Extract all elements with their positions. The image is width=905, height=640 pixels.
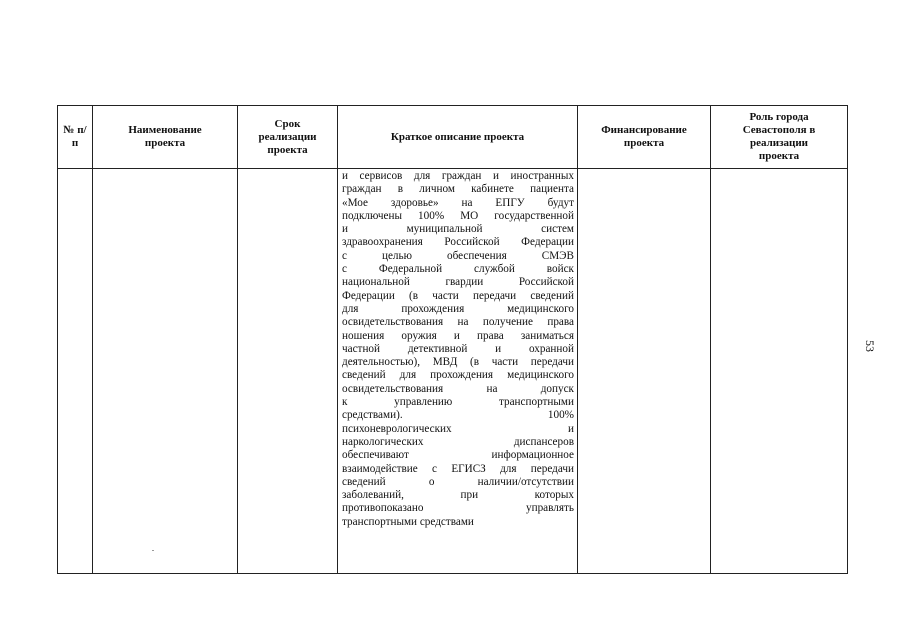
cell-project-description (338, 169, 578, 574)
description-line: взаимодействие с ЕГИСЗ для передачи (342, 462, 574, 475)
cell-financing (578, 169, 711, 574)
description-line: ношения оружия и права заниматься (342, 329, 574, 342)
description-line: освидетельствования на получение права (342, 316, 574, 329)
cell-sevastopol-role (711, 169, 848, 574)
page-number: 53 (863, 340, 877, 352)
cell-number (58, 169, 93, 574)
table-row (58, 169, 848, 574)
project-table-container (57, 105, 847, 574)
description-line: для прохождения медицинского (342, 302, 574, 315)
project-table (57, 105, 848, 574)
header-project-description: Краткое описание проекта (338, 106, 578, 169)
project-description-text (338, 169, 577, 529)
header-financing: Финансирование проекта (578, 106, 711, 169)
cell-project-name (93, 169, 238, 574)
description-line: сведений о наличии/отсутствии (342, 475, 574, 488)
scan-speck (152, 550, 154, 551)
description-line: деятельностью), МВД (в части передачи (342, 356, 574, 369)
header-sevastopol-role: Роль города Севастополя в реализации проекта (711, 106, 848, 169)
description-line: средствами). 100% (342, 409, 574, 422)
description-line: Федерации (в части передачи сведений (342, 289, 574, 302)
description-line: с Федеральной службой войск (342, 263, 574, 276)
description-line: сведений для прохождения медицинского (342, 369, 574, 382)
header-implementation-period: Срок реализации проекта (238, 106, 338, 169)
description-line: «Мое здоровье» на ЕПГУ будут (342, 196, 574, 209)
description-line: здравоохранения Российской Федерации (342, 236, 574, 249)
header-project-name: Наименование проекта (93, 106, 238, 169)
description-line: транспортными средствами (342, 515, 474, 528)
description-line: с целью обеспечения СМЭВ (342, 249, 574, 262)
description-line: психоневрологических и (342, 422, 574, 435)
description-line: граждан в личном кабинете пациента (342, 183, 574, 196)
description-line: подключены 100% МО государственной (342, 209, 574, 222)
cell-implementation-period (238, 169, 338, 574)
description-line: обеспечивают информационное (342, 449, 574, 462)
description-line: к управлению транспортными (342, 396, 574, 409)
description-line: заболеваний, при которых (342, 489, 574, 502)
description-line: национальной гвардии Российской (342, 276, 574, 289)
header-number: № п/п (58, 106, 93, 169)
description-line: наркологических диспансеров (342, 435, 574, 448)
description-line: и муниципальной систем (342, 223, 574, 236)
description-line: освидетельствования на допуск (342, 382, 574, 395)
description-line: и сервисов для граждан и иностранных (342, 170, 574, 182)
description-line: частной детективной и охранной (342, 342, 574, 355)
table-header-row (58, 106, 848, 169)
description-line: противопоказано управлять (342, 502, 574, 515)
